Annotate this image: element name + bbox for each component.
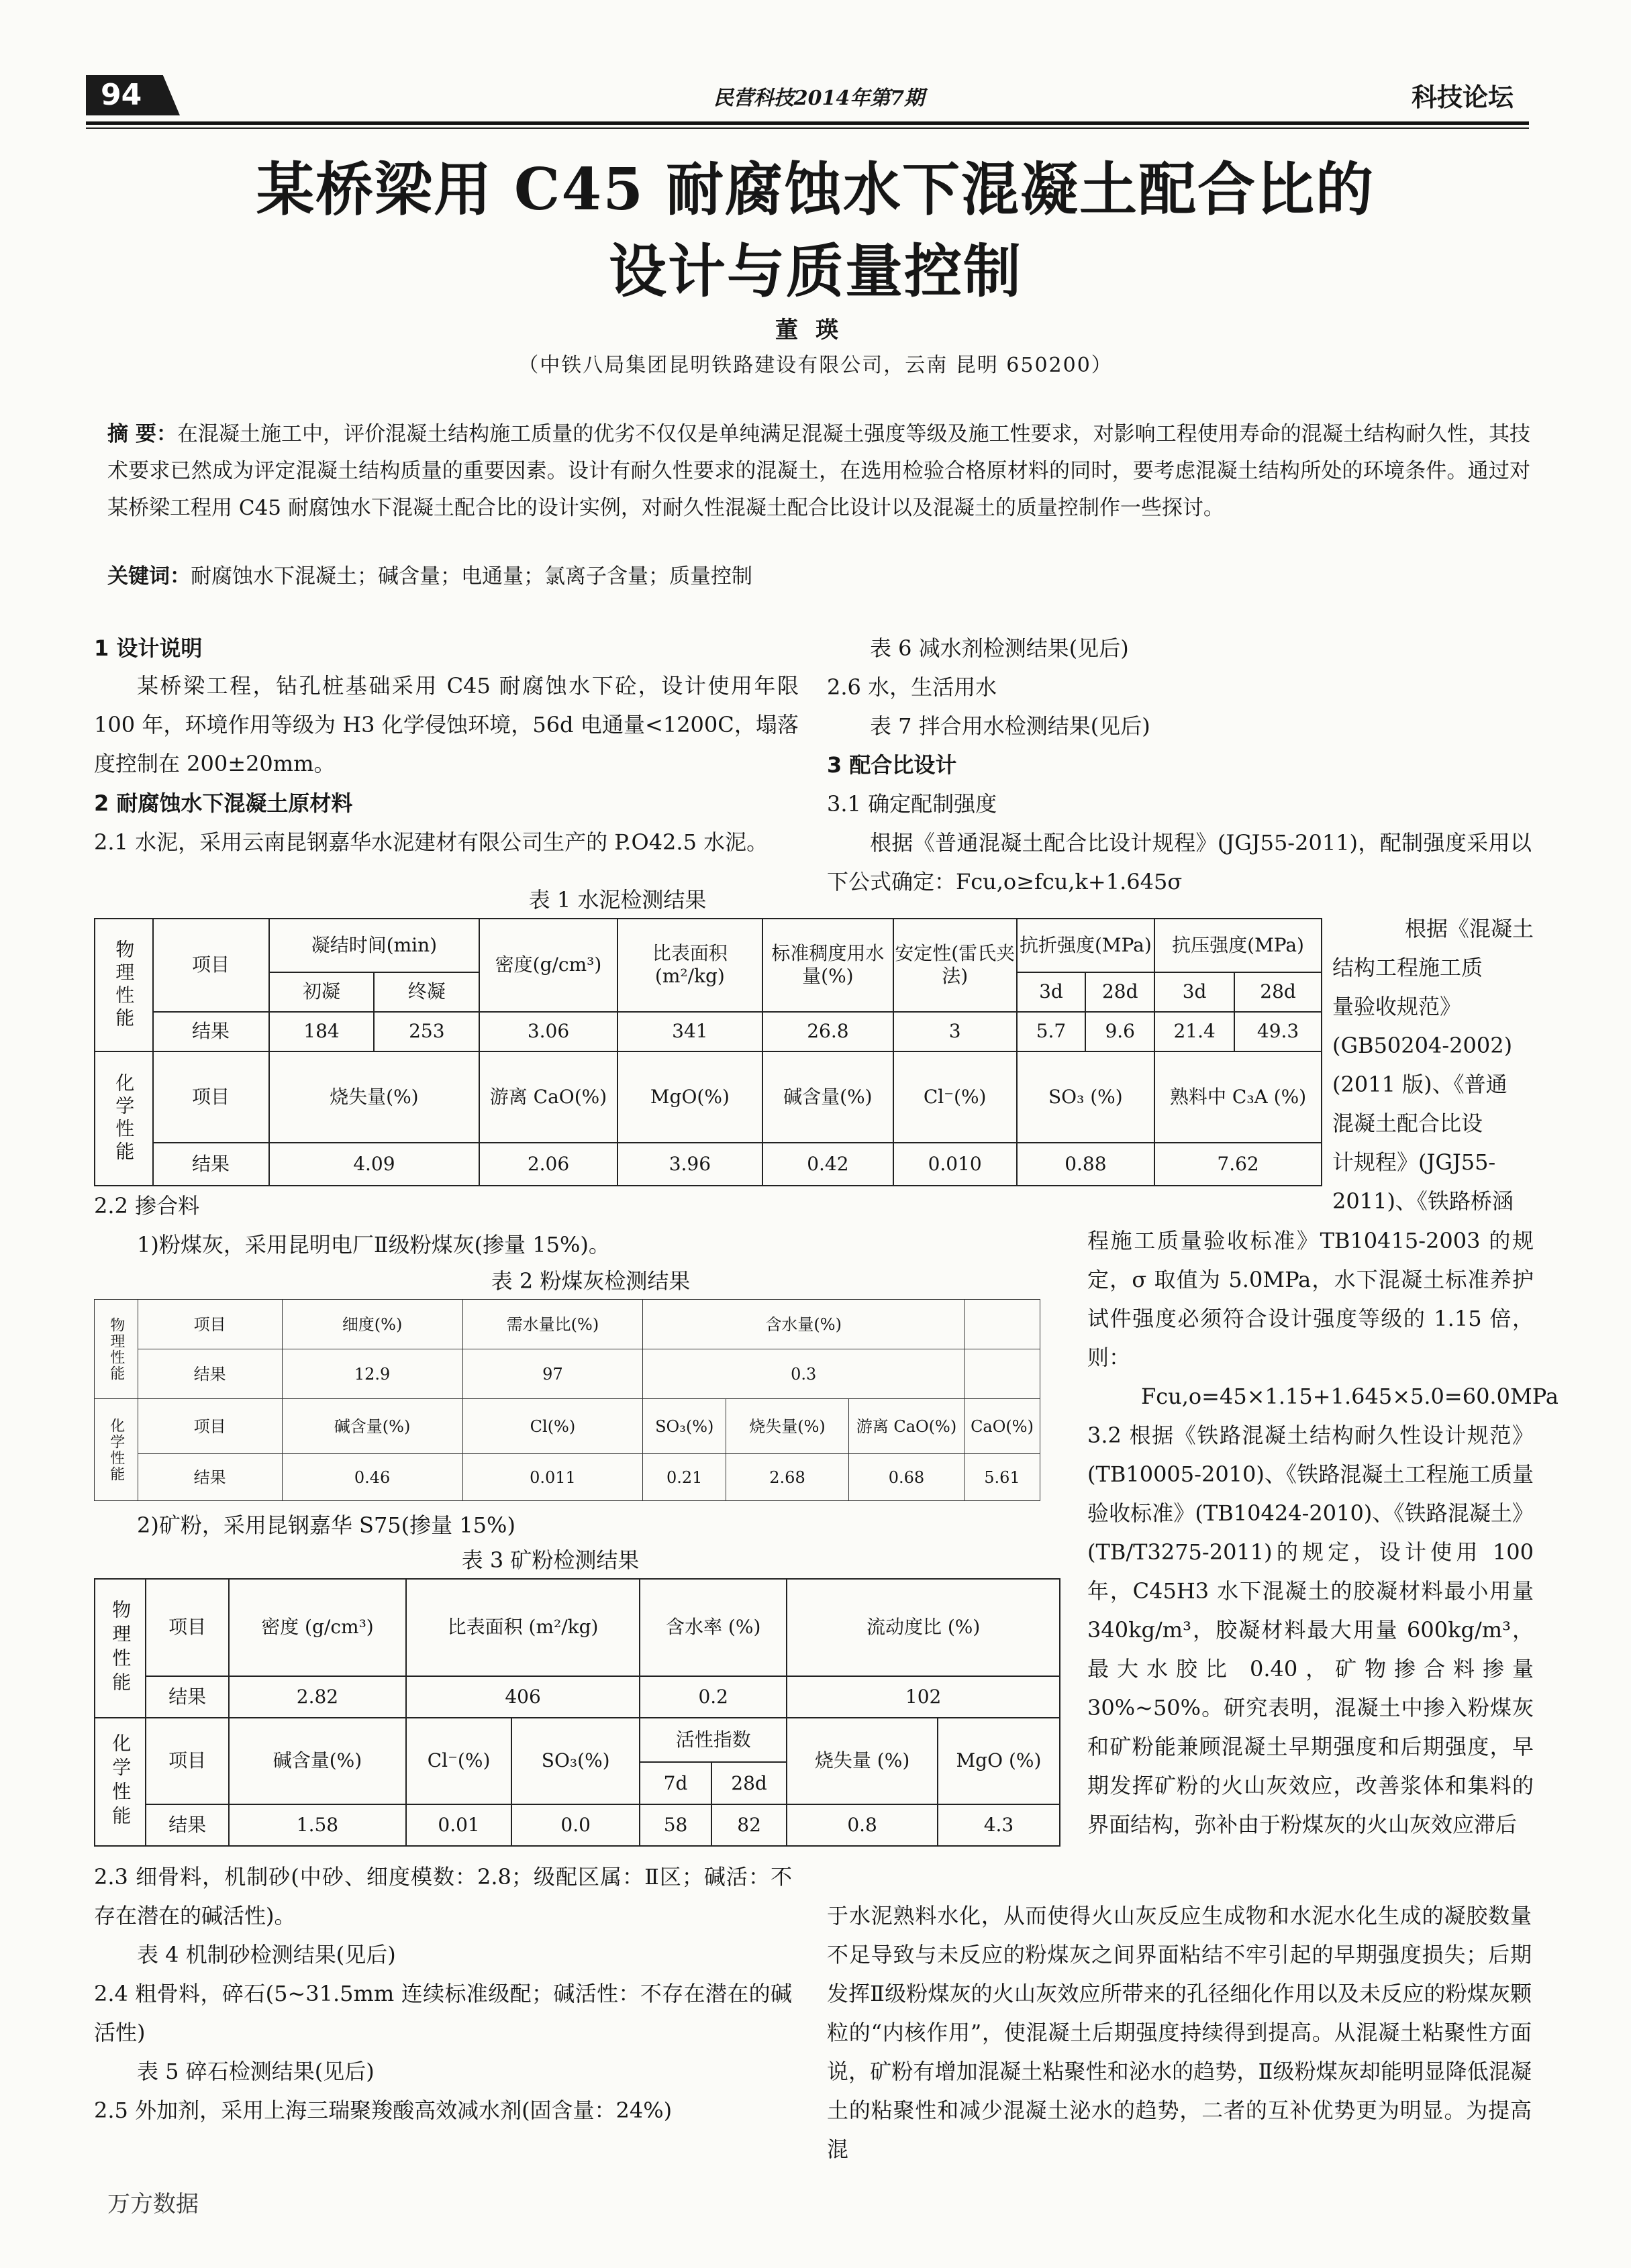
table-cell: 2.06 [479,1143,617,1186]
table-cell: 2.82 [229,1676,406,1718]
side-line: 量验收规范》 [1332,994,1462,1019]
heading-2-2: 2.2 掺合料 [94,1193,200,1219]
table-1-item-header: 项目 [153,919,269,1012]
table-cell: 游离 CaO(%) [479,1051,617,1143]
table-cell: 烧失量 (%) [787,1718,938,1804]
table-cell: 341 [617,1012,762,1051]
table-1-cement [94,918,1322,1186]
side-line: (2011 版)、《普通 [1332,1072,1508,1097]
table-cell: 7d [640,1762,711,1804]
table-2-item-header: 项目 [138,1300,282,1349]
page-number: 94 [101,78,142,112]
table-cell: 58 [640,1804,711,1846]
table-1-comp-3d: 3d [1154,972,1234,1012]
table-1-flex-28d: 28d [1085,972,1154,1012]
table-1-chem-label: 化学性能 [95,1051,153,1186]
section-heading-2: 2 耐腐蚀水下混凝土原材料 [94,790,353,816]
table-cell: SO₃(%) [511,1718,640,1804]
table-1-flex-3d: 3d [1017,972,1086,1012]
table-2-caption: 表 2 粉煤灰检测结果 [491,1268,691,1294]
table-cell: 0.42 [762,1143,893,1186]
table-cell: 406 [406,1676,640,1718]
table-cell: 3 [893,1012,1017,1051]
table-cell: 碱含量(%) [762,1051,893,1143]
side-line: 混凝土配合比设 [1332,1111,1483,1136]
table-cell: 7.62 [1154,1143,1322,1186]
section-heading-1: 1 设计说明 [94,635,203,661]
table-cell: 3.96 [617,1143,762,1186]
table-cell: 烧失量(%) [726,1399,849,1454]
paragraph-strength: 根据《普通混凝土配合比设计规程》(JGJ55-2011)，配制强度采用以下公式确定：Fcu,o≥fcu,k+1.645σ [827,830,1532,894]
table-2-fly-ash [94,1299,1040,1501]
table-1-caption: 表 1 水泥检测结果 [528,887,707,913]
paragraph-fly-ash: 1)粉煤灰，采用昆明电厂Ⅱ级粉煤灰(掺量 15%)。 [137,1232,610,1257]
table-1-item-header: 项目 [153,1051,269,1143]
table-cell: 12.9 [282,1349,462,1399]
table-cell: 烧失量(%) [269,1051,480,1143]
table-cell: 0.8 [787,1804,938,1846]
section-heading-3: 3 配合比设计 [827,752,957,778]
table-cell: SO₃ (%) [1017,1051,1155,1143]
abstract-label: 摘 要： [107,422,177,446]
journal-name: 民营科技2014年第7期 [713,87,925,110]
side-line: 2011)、《铁路桥涵 [1332,1188,1514,1214]
paragraph-design-notes: 某桥梁工程，钻孔桩基础采用 C45 耐腐蚀水下砼，设计使用年限 100 年，环境作用等级为 H3 化学侵蚀环境，56d 电通量<1200C，塌落度控制在 200±20mm。 [94,673,799,776]
table-cell: 2.68 [726,1454,849,1501]
paragraph-sigma: 程施工质量验收标准》TB10415-2003 的规定，σ 取值为 5.0MPa，水下混凝土标准养护试件强度必须符合设计强度等级的 1.15 倍，则： [1087,1228,1534,1370]
table-1-density: 密度(g/cm³) [479,919,617,1012]
table-cell: 3.06 [479,1012,617,1051]
table-cell: Cl⁻(%) [406,1718,511,1804]
table-cell: 含水量(%) [643,1300,965,1349]
table-cell: 82 [711,1804,787,1846]
side-line: (GB50204-2002) [1332,1033,1513,1058]
table-cell: 184 [269,1012,375,1051]
table-cell: MgO (%) [938,1718,1060,1804]
table-1-compressive-strength: 抗压强度(MPa) [1154,919,1322,972]
table-cell: 21.4 [1154,1012,1234,1051]
table-cell: 密度 (g/cm³) [229,1579,406,1676]
table-cell: 0.2 [640,1676,787,1718]
table-1-phys-label: 物理性能 [95,919,153,1051]
table-3-phys-label: 物理性能 [95,1579,146,1718]
table-1-setting-time: 凝结时间(min) [269,919,480,972]
table-cell: 细度(%) [282,1300,462,1349]
table-cell: 102 [787,1676,1060,1718]
paragraph-fine-aggregate: 2.3 细骨料，机制砂(中砂、细度模数：2.8；级配区属：Ⅱ区；碱活：不存在潜在的碱活性)。 [94,1864,792,1928]
table-2-result-label: 结果 [138,1454,282,1501]
table-cell: Cl(%) [462,1399,643,1454]
keywords-text: 耐腐蚀水下混凝土；碱含量；电通量；氯离子含量；质量控制 [191,564,752,588]
abstract-text: 在混凝土施工中，评价混凝土结构施工质量的优劣不仅仅是单纯满足混凝土强度等级及施工性要求，对影响工程使用寿命的混凝土结构耐久性，其技术要求已然成为评定混凝土结构质量的重要因素。设计有耐久性要求的混凝土，在选用检验合格原材料的同时，要考虑混凝土结构所处的环境条件。通过对某桥梁工程用 C45 耐腐蚀水下混凝土配合比的设计实例，对耐久性混凝土配合比设计以及混凝土的质量控制作一些探讨。 [107,422,1531,520]
table-1-comp-28d: 28d [1234,972,1322,1012]
keywords [107,558,1530,595]
table-2-result-label: 结果 [138,1349,282,1399]
table-cell: 0.46 [282,1454,462,1501]
side-line: 结构工程施工质 [1332,955,1483,980]
table-3-result-label: 结果 [146,1804,229,1846]
table-cell: 1.58 [229,1804,406,1846]
table-cell: 0.88 [1017,1143,1155,1186]
table-1-result-label: 结果 [153,1143,269,1186]
table-cell: 活性指数 [640,1718,787,1763]
table-cell: 4.09 [269,1143,480,1186]
table-cell: 4.3 [938,1804,1060,1846]
table-3-chem-label: 化学性能 [95,1718,146,1846]
table-cell: 碱含量(%) [282,1399,462,1454]
table-5-note: 表 5 碎石检测结果(见后) [137,2059,375,2084]
column-name: 科技论坛 [1411,82,1514,112]
table-7-note: 表 7 拌合用水检测结果(见后) [870,713,1150,739]
table-cell: 0.0 [511,1804,640,1846]
table-1-result-label: 结果 [153,1012,269,1051]
table-cell: 0.01 [406,1804,511,1846]
side-line: 计规程》(JGJ55- [1332,1149,1496,1175]
header-rule [86,121,1529,125]
paragraph-water: 2.6 水，生活用水 [827,674,997,700]
table-cell: MgO(%) [617,1051,762,1143]
table-cell: CaO(%) [965,1399,1040,1454]
table-cell: 比表面积 (m²/kg) [406,1579,640,1676]
table-3-item-header: 项目 [146,1579,229,1676]
table-cell: 49.3 [1234,1012,1322,1051]
table-cell: 0.010 [893,1143,1017,1186]
table-cell: 28d [711,1762,787,1804]
paragraph-coarse-aggregate: 2.4 粗骨料，碎石(5~31.5mm 连续标准级配；碱活性：不存在潜在的碱活性) [94,1981,792,2045]
table-cell: 5.61 [965,1454,1040,1501]
table-3-slag [94,1578,1060,1847]
table-2-phys-label: 物理性能 [95,1300,138,1399]
side-text [1332,909,1534,1221]
table-2-item-header: 项目 [138,1399,282,1454]
table-cell: 97 [462,1349,643,1399]
title-line-2: 设计与质量控制 [609,238,1022,305]
table-cell: 需水量比(%) [462,1300,643,1349]
table-1-flexural-strength: 抗折强度(MPa) [1017,919,1155,972]
table-cell: 5.7 [1017,1012,1086,1051]
table-2-chem-label: 化学性能 [95,1399,138,1501]
table-cell: 253 [374,1012,479,1051]
paragraph-slag: 2)矿粉，采用昆钢嘉华 S75(掺量 15%) [137,1512,515,1538]
title-line-1: 某桥梁用 C45 耐腐蚀水下混凝土配合比的 [256,156,1375,223]
paragraph-cement: 2.1 水泥，采用云南昆钢嘉华水泥建材有限公司生产的 P.O42.5 水泥。 [94,829,769,855]
table-1-water-demand: 标准稠度用水量(%) [762,919,893,1012]
paragraph-admixture: 2.5 外加剂，采用上海三瑞聚羧酸高效减水剂(固含量：24%) [94,2098,673,2123]
table-cell: Cl⁻(%) [893,1051,1017,1143]
table-cell: 碱含量(%) [229,1718,406,1804]
table-1-surface-area: 比表面积(m²/kg) [617,919,762,1012]
table-cell: 0.68 [848,1454,964,1501]
table-4-note: 表 4 机制砂检测结果(见后) [137,1942,396,1967]
table-1-final: 终凝 [374,972,479,1012]
table-3-item-header: 项目 [146,1718,229,1804]
heading-3-1: 3.1 确定配制强度 [827,791,997,817]
table-cell: 26.8 [762,1012,893,1051]
keywords-label: 关键词： [107,564,191,588]
table-cell: 9.6 [1085,1012,1154,1051]
table-3-result-label: 结果 [146,1676,229,1718]
table-cell: 0.21 [643,1454,726,1501]
paragraph-3-2: 3.2 根据《铁路混凝土结构耐久性设计规范》(TB10005-2010)、《铁路混凝土工程施工质量验收标准》(TB10424-2010)、《铁路混凝土》(TB/T3275-2011)的规定，设计使用 100 年，C45H3 水下混凝土的胶凝材料最小用量 340kg/m³，胶凝材料最大用量 600kg/m³，最大水胶比 0.40，矿物掺合料掺量 30%~50%。研究表明，混凝土中掺入粉煤灰和矿粉能兼顾混凝土早期强度和后期强度，早期发挥矿粉的火山灰效应，改善浆体和集料的界面结构，弥补由于粉煤灰的火山灰效应滞后 [1087,1423,1534,1837]
side-line: 根据《混凝土 [1404,916,1534,941]
watermark: 万方数据 [107,2191,199,2218]
table-3-caption: 表 3 矿粉检测结果 [461,1547,640,1573]
table-6-note: 表 6 减水剂检测结果(见后) [870,635,1129,661]
paragraph-wide: 于水泥熟料水化，从而使得火山灰反应生成物和水泥水化生成的凝胶数量不足导致与未反应的粉煤灰之间界面粘结不牢引起的早期强度损失；后期发挥Ⅱ级粉煤灰的火山灰效应所带来的孔径细化作用以及未反应的粉煤灰颗粒的“内核作用”，使混凝土后期强度持续得到提高。从混凝土粘聚性方面说，矿粉有增加混凝土粘聚性和泌水的趋势，Ⅱ级粉煤灰却能明显降低混凝土的粘聚性和减少混凝土泌水的趋势，二者的互补优势更为明显。为提高混 [827,1903,1532,2162]
affiliation: （中铁八局集团昆明铁路建设有限公司，云南 昆明 650200） [518,354,1113,377]
table-cell: 流动度比 (%) [787,1579,1060,1676]
table-1-soundness: 安定性(雷氏夹法) [893,919,1017,1012]
table-cell: 0.3 [643,1349,965,1399]
table-1-initial: 初凝 [269,972,375,1012]
formula: Fcu,o=45×1.15+1.645×5.0=60.0MPa [1141,1384,1559,1409]
table-cell: 0.011 [462,1454,643,1501]
abstract [107,416,1530,527]
table-cell: 游离 CaO(%) [848,1399,964,1454]
author: 董瑛 [775,317,856,344]
table-cell: 熟料中 C₃A (%) [1154,1051,1322,1143]
header-rule-thin [86,127,1529,129]
table-cell: 含水率 (%) [640,1579,787,1676]
table-cell: SO₃(%) [643,1399,726,1454]
